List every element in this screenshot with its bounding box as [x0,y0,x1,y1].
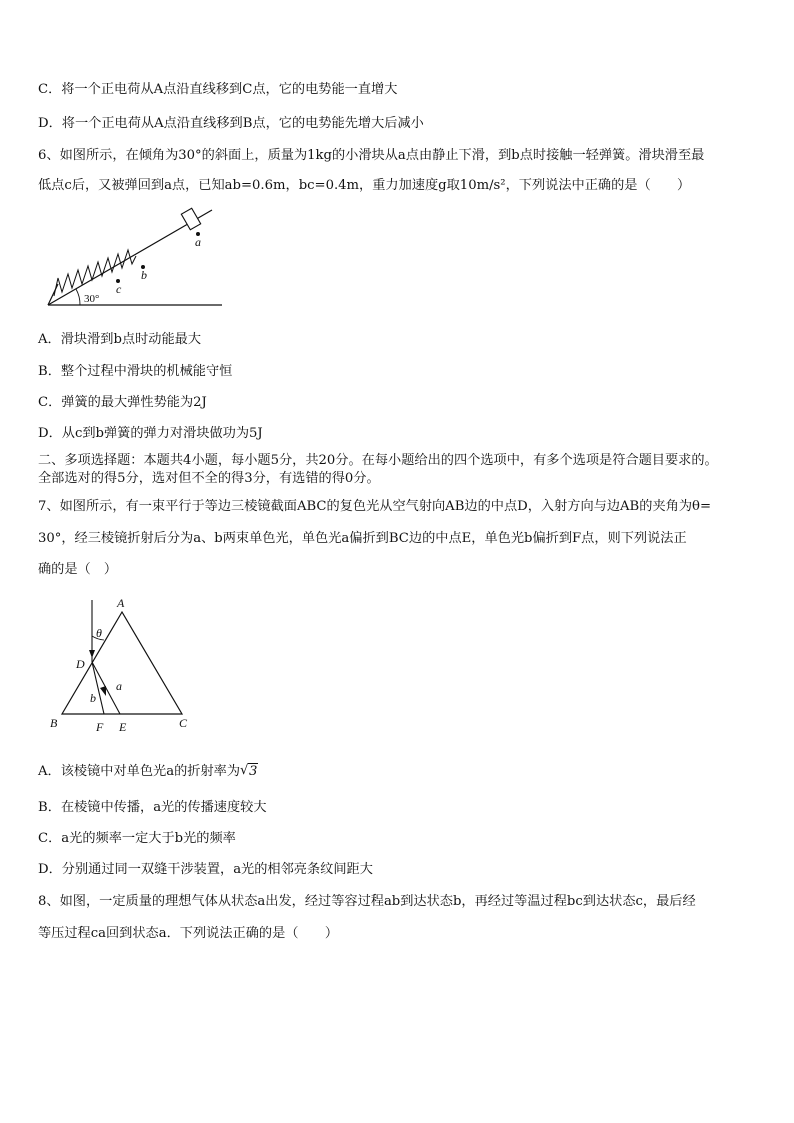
label-b: b [141,268,147,282]
q7-option-b: B．在棱镜中传播，a光的传播速度较大 [38,800,267,815]
label-b-ray: b [90,691,96,705]
angle-arc [76,289,80,305]
q5-option-d: D．将一个正电荷从A点沿直线移到B点，它的电势能先增大后减小 [38,116,424,131]
q6-option-d: D．从c到b弹簧的弹力对滑块做功为5J [38,426,263,441]
q7-option-a-text: A．该棱镜中对单色光a的折射率为 [38,764,241,779]
q7-option-a [38,763,258,781]
q6-stem-line1: 6、如图所示，在倾角为30°的斜面上，质量为1kg的小滑块从a点由静止下滑，到b点时接触一轻弹簧。滑块滑至最 [38,148,705,163]
q7-stem-line2: 30°，经三棱镜折射后分为a、b两束单色光，单色光a偏折到BC边的中点E，单色光b偏折到F点，则下列说法正 [38,531,687,546]
incline-spring-diagram [40,198,240,316]
q6-option-a: A．滑块滑到b点时动能最大 [38,332,202,347]
ray-arrow [100,686,106,696]
q8-stem-line2: 等压过程ca回到状态a．下列说法正确的是（ ） [38,926,339,941]
q7-stem-line1: 7、如图所示，有一束平行于等边三棱镜截面ABC的复色光从空气射向AB边的中点D，入射方向与边AB的夹角为θ= [38,499,711,514]
q7-stem-line3: 确的是（ ） [38,562,118,577]
prism-diagram [40,590,210,740]
sqrt-radicand: 3 [249,764,258,779]
label-E: E [119,720,127,734]
label-F: F [96,720,104,734]
label-c: c [116,282,122,296]
label-B: B [50,716,58,730]
label-theta: θ [96,626,102,640]
q6-stem-line2: 低点c后，又被弹回到a点，已知ab=0.6m，bc=0.4m，重力加速度g取10m/s²，下列说法中正确的是（ ） [38,178,691,193]
section2-line2: 全部选对的得5分，选对但不全的得3分，有选错的得0分。 [38,471,380,486]
section2-line1: 二、多项选择题：本题共4小题，每小题5分，共20分。在每小题给出的四个选项中，有多个选项是符合题目要求的。 [38,453,718,468]
q7-option-d: D．分别通过同一双缝干涉装置，a光的相邻亮条纹间距大 [38,862,373,877]
incident-arrow [89,650,95,658]
label-D: D [76,657,85,671]
label-a-ray: a [116,679,122,693]
label-a: a [195,235,201,249]
angle-label: 30° [84,293,100,305]
sqrt-expression: √ 3 [240,763,258,779]
q7-option-c: C．a光的频率一定大于b光的频率 [38,831,236,846]
q8-stem-line1: 8、如图，一定质量的理想气体从状态a出发，经过等容过程ab到达状态b，再经过等温过程bc到达状态c，最后经 [38,894,696,909]
spring [54,250,136,296]
q5-option-c: C．将一个正电荷从A点沿直线移到C点，它的电势能一直增大 [38,82,398,97]
label-C: C [179,716,188,730]
q6-option-b: B．整个过程中滑块的机械能守恒 [38,364,233,379]
q6-option-c: C．弹簧的最大弹性势能为2J [38,395,207,410]
label-A: A [117,596,125,610]
